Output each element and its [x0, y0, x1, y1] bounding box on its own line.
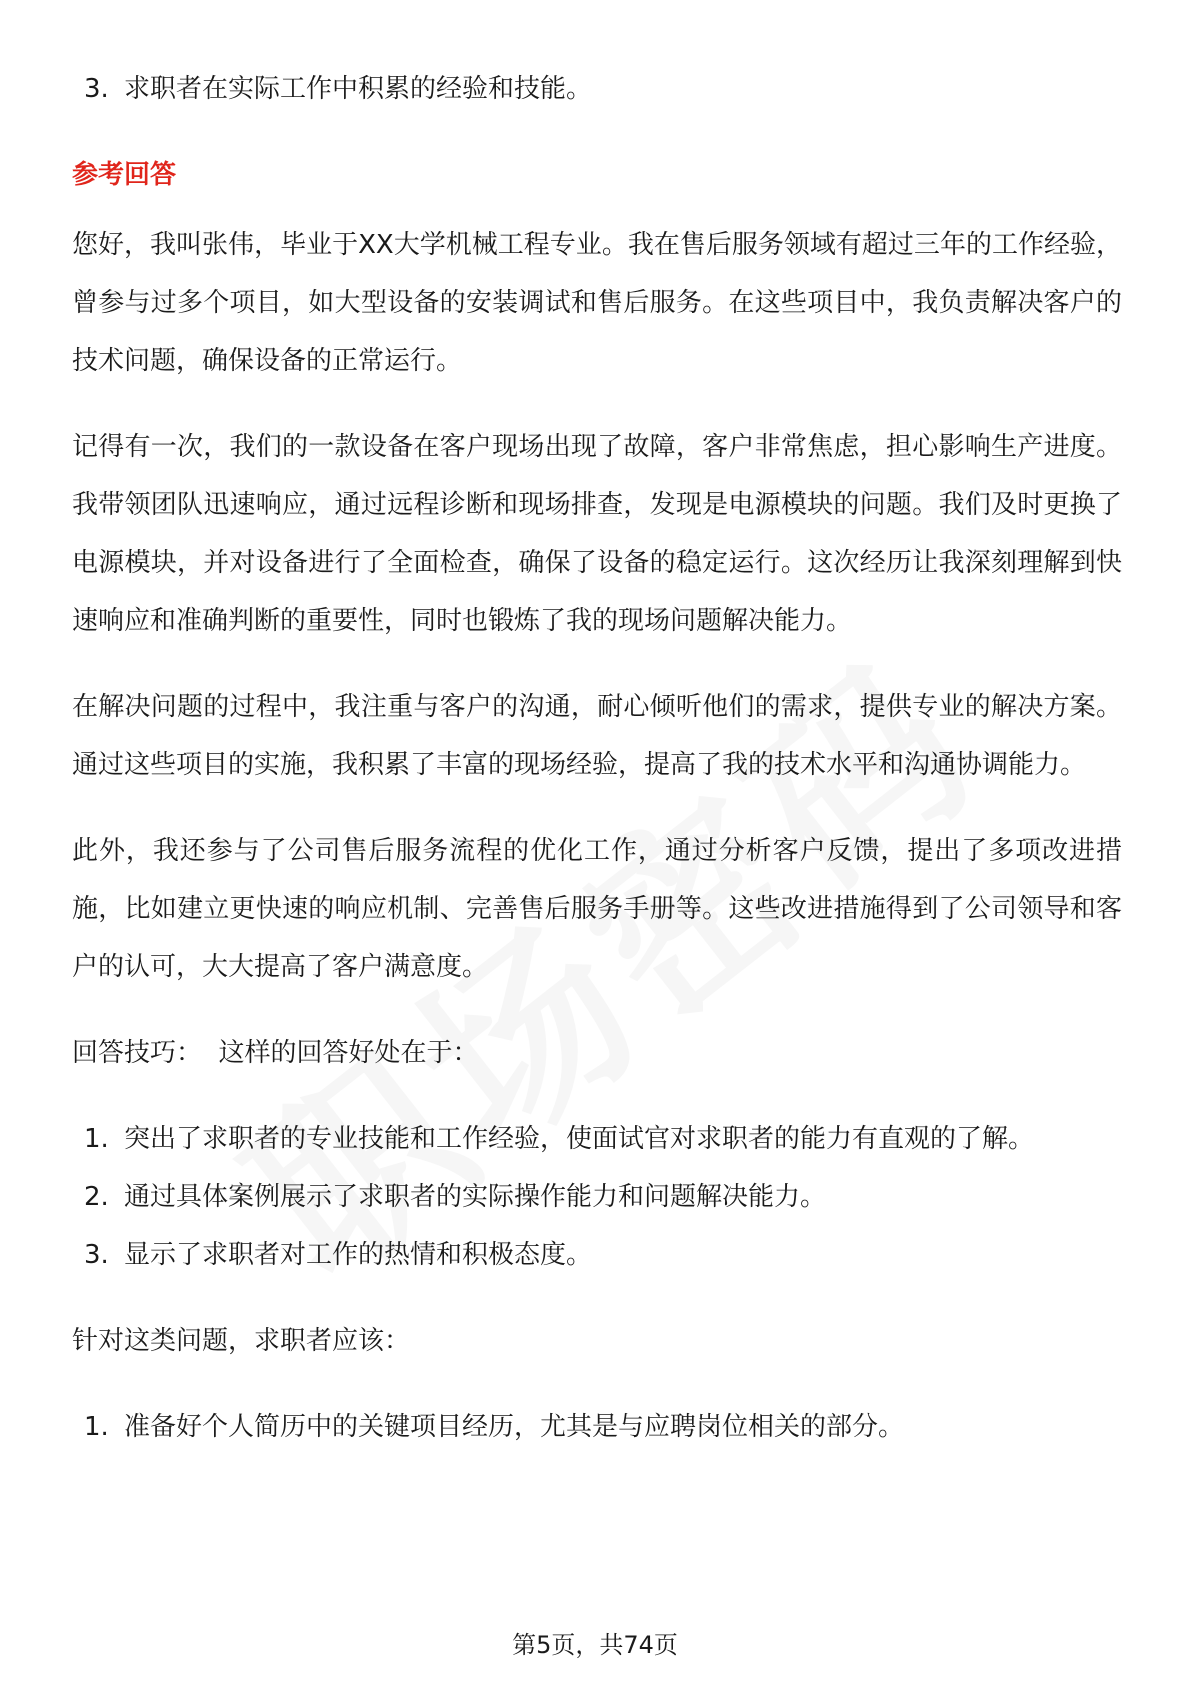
answer-paragraph-3: 在解决问题的过程中，我注重与客户的沟通，耐心倾听他们的需求，提供专业的解决方案。通过这些项目的实施，我积累了丰富的现场经验，提高了我的技术水平和沟通协调能力。	[72, 692, 1122, 780]
section-heading: 参考回答	[72, 160, 177, 190]
advice-intro: 针对这类问题，求职者应该：	[72, 1326, 411, 1356]
list-item	[72, 1226, 1122, 1284]
list-item	[72, 60, 1122, 118]
page-footer: 第5页，共74页	[512, 1631, 678, 1659]
list-item-text: 求职者在实际工作中积累的经验和技能。	[124, 74, 593, 104]
list-item	[72, 1110, 1122, 1168]
answer-paragraph-2: 记得有一次，我们的一款设备在客户现场出现了故障，客户非常焦虑，担心影响生产进度。我带领团队迅速响应，通过远程诊断和现场排查，发现是电源模块的问题。我们及时更换了电源模块，并对设备进行了全面检查，确保了设备的稳定运行。这次经历让我深刻理解到快速响应和准确判断的重要性，同时也锻炼了我的现场问题解决能力。	[72, 432, 1122, 636]
tips-list	[72, 1110, 1122, 1284]
list-item-number: 2.	[84, 1182, 109, 1212]
list-item-number: 3.	[84, 1240, 109, 1270]
top-numbered-list	[72, 60, 1122, 118]
list-item-text: 显示了求职者对工作的热情和积极态度。	[124, 1240, 593, 1270]
list-item-number: 3.	[84, 74, 109, 104]
answer-paragraph-1: 您好，我叫张伟，毕业于XX大学机械工程专业。我在售后服务领域有超过三年的工作经验，曾参与过多个项目，如大型设备的安装调试和售后服务。在这些项目中，我负责解决客户的技术问题，确保设备的正常运行。	[72, 230, 1122, 376]
answer-paragraph-4: 此外，我还参与了公司售后服务流程的优化工作，通过分析客户反馈，提出了多项改进措施，比如建立更快速的响应机制、完善售后服务手册等。这些改进措施得到了公司领导和客户的认可，大大提高了客户满意度。	[72, 836, 1122, 982]
list-item-text: 突出了求职者的专业技能和工作经验，使面试官对求职者的能力有直观的了解。	[124, 1124, 1035, 1154]
list-item-text: 通过具体案例展示了求职者的实际操作能力和问题解决能力。	[124, 1182, 827, 1212]
advice-list	[72, 1398, 1122, 1456]
list-item-text: 准备好个人简历中的关键项目经历，尤其是与应聘岗位相关的部分。	[124, 1412, 905, 1442]
tips-intro: 回答技巧： 这样的回答好处在于：	[72, 1038, 479, 1068]
list-item	[72, 1398, 1122, 1456]
list-item-number: 1.	[84, 1124, 109, 1154]
list-item	[72, 1168, 1122, 1226]
list-item-number: 1.	[84, 1412, 109, 1442]
page-content	[72, 60, 1122, 1484]
